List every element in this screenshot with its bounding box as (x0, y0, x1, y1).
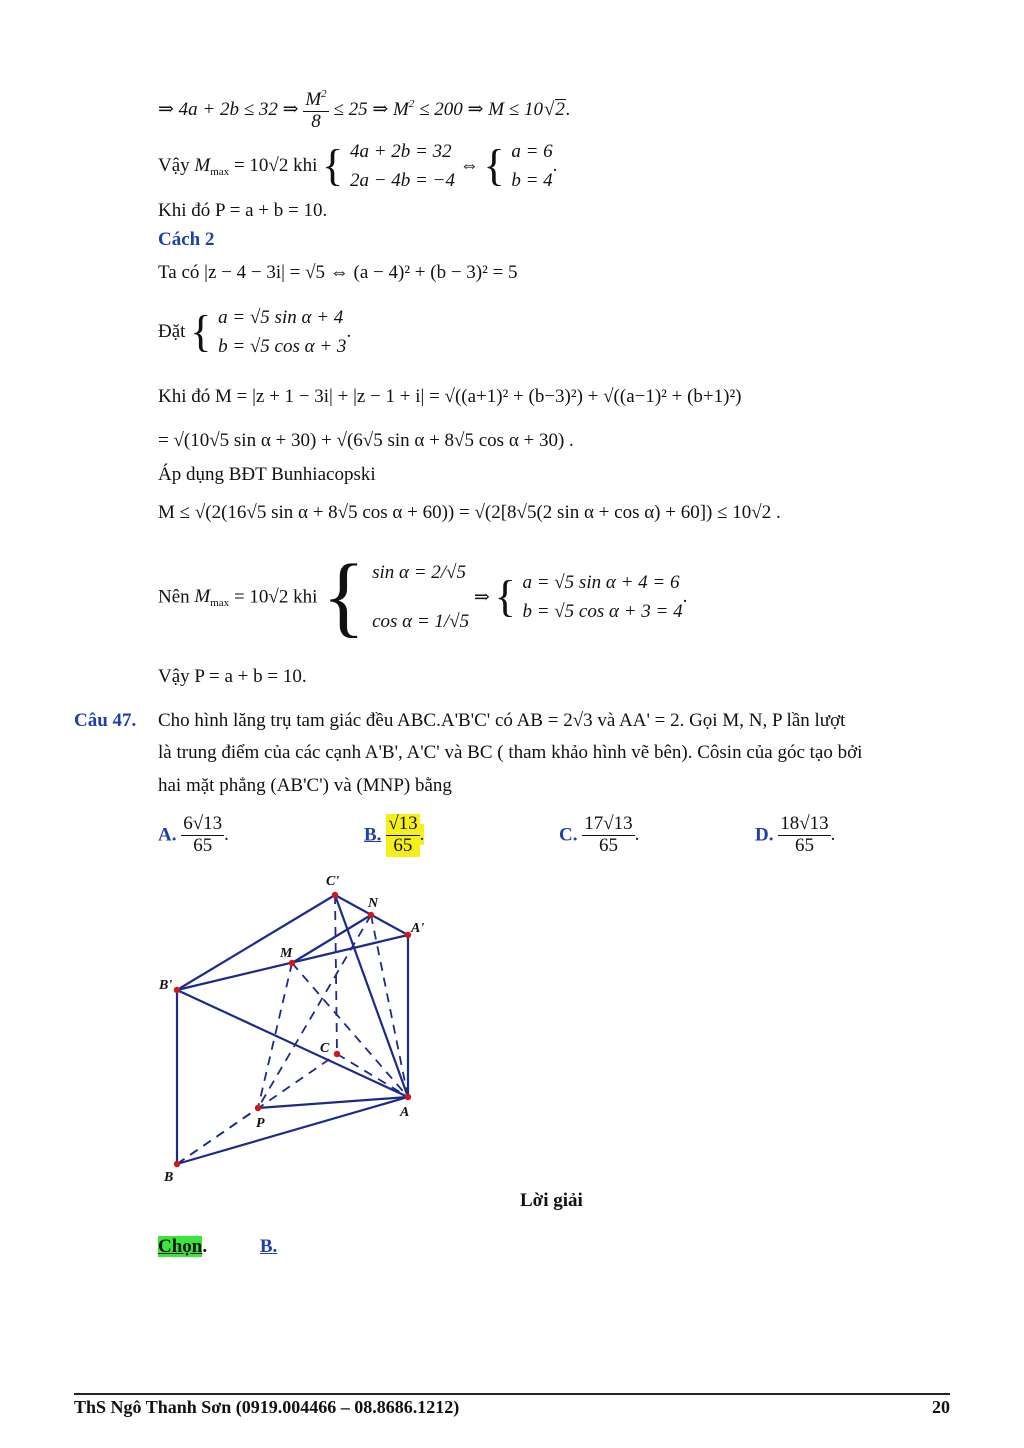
loi-giai-heading: Lời giải (520, 1190, 583, 1211)
option-c[interactable]: C. $\frac{17√13}{65}$ . (559, 813, 640, 856)
khido-line-1: Khi đó P = a + b = 10. (158, 200, 328, 221)
label-a: A (400, 1105, 410, 1120)
label-c-prime: C' (326, 874, 340, 889)
vay-mmax-line: Vậy $M_{max} = 10√2$ khi { 4a + 2b = 32 2a − 4b = −4 ⇔ { a = 6 b = 4. (158, 141, 558, 192)
line-1: ⇒ 4a + 2b ≤ 32 ⇒ $\frac{M^2}{8}$ ≤ 25 ⇒ $M^2 \le 200$ ⇒ M ≤ 10√ 2. (158, 88, 571, 133)
nen-mmax-line: Nên $M_{max} = 10√2$ khi { sin α = 2/√5 cos α = 1/√5 ⇒ { a = √5 sin α + 4 = 6 b = √5 cos α + 3 = 4. (158, 547, 688, 647)
chon-line: Chọn. B. (158, 1236, 278, 1257)
vay-line-2: Vậy P = a + b = 10. (158, 666, 307, 687)
khido-line-2: Khi đó M = |z + 1 − 3i| + |z − 1 + i| = √((a+1)² + (b−3)²) + √((a−1)² + (b+1)²) (158, 386, 742, 407)
apdung-line: Áp dụng BĐT Bunhiacopski (158, 464, 376, 485)
khido-line-2b: = √(10√5 sin α + 30) + √(6√5 sin α + 8√5 cos α + 30) . (158, 430, 574, 451)
prism-figure (150, 868, 450, 1188)
label-b-prime: B' (159, 978, 173, 993)
footer-author: ThS Ngô Thanh Sơn (0919.004466 – 08.8686.1212) (74, 1397, 460, 1417)
label-p: P (256, 1116, 265, 1131)
question-text-1: Cho hình lăng trụ tam giác đều ABC.A'B'C' có AB = 2√3 và AA' = 2. Gọi M, N, P lần lượt (158, 710, 846, 731)
taco-line: Ta có |z − 4 − 3i| = √5 ⇔ (a − 4)² + (b − 3)² = 5 (158, 262, 518, 283)
option-b[interactable]: B. $\frac{√13}{65}$ . (364, 813, 425, 856)
page-number: 20 (932, 1397, 950, 1417)
label-n: N (368, 896, 379, 911)
label-a-prime: A' (411, 921, 425, 936)
footer-divider (74, 1393, 950, 1395)
inequality-line: M ≤ √(2(16√5 sin α + 8√5 cos α + 60)) = √(2[8√5(2 sin α + cos α) + 60]) ≤ 10√2 . (158, 502, 781, 523)
question-text-3: hai mặt phẳng (AB'C') và (MNP) bằng (158, 775, 452, 796)
label-b: B (164, 1170, 174, 1185)
question-label: Câu 47. (74, 710, 137, 731)
option-d[interactable]: D. $\frac{18√13}{65}$ . (755, 813, 836, 856)
dat-system: Đặt { a = √5 sin α + 4 b = √5 cos α + 3. (158, 307, 352, 358)
cach2-heading: Cách 2 (158, 229, 215, 250)
label-m: M (280, 946, 293, 961)
label-c: C (320, 1041, 330, 1056)
option-a[interactable]: A. $\frac{6√13}{65}$ . (158, 813, 229, 856)
question-text-2: là trung điểm của các cạnh A'B', A'C' và BC ( tham khảo hình vẽ bên). Côsin của góc tạo bởi (158, 742, 863, 763)
